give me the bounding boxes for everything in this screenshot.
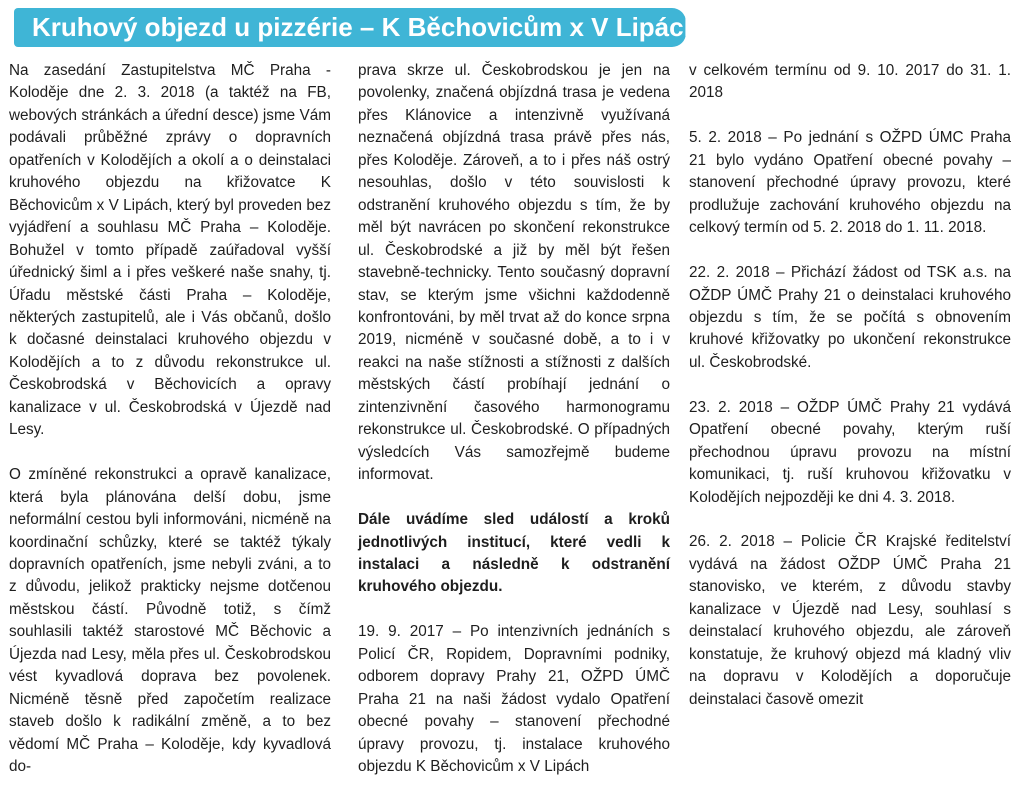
article-title: Kruhový objezd u pizzérie – K Běchovicům x V Lipách	[14, 8, 686, 47]
paragraph: 22. 2. 2018 – Přichází žádost od TSK a.s. na OŽDP ÚMČ Prahy 21 o deinstalaci kruhového objezdu s tím, že se počítá s obnovením kruhové křižovatky po ukončení rekonstrukce ul. Českobrodské.	[689, 264, 1011, 371]
article-column-3	[689, 60, 1011, 734]
paragraph: 23. 2. 2018 – OŽDP ÚMČ Prahy 21 vydává Opatření obecné povahy, kterým ruší přechodnou úpravu provozu na místní komunikaci, tj. ruší kruhovou křižovatku v Kolodějích nejpozději ke dni 4. 3. 2018.	[689, 398, 1011, 506]
paragraph: 26. 2. 2018 – Policie ČR Krajské ředitelství vydává na žádost OŽDP ÚMČ Praha 21 stanovisko, ve kterém, z důvodu stavby kanalizace v Újezdě nad Lesy, souhlasí s deinstalací kruhového objezdu, ale zároveň konstatuje, že kruhový objezd má kladný vliv na dopravu v Kolodějích a doporučuje deinstalaci časově omezit	[689, 533, 1011, 708]
paragraph: 19. 9. 2017 – Po intenzivních jednáních s Policí ČR, Ropidem, Dopravními podniky, odborem dopravy Prahy 21, OŽPD ÚMČ Praha 21 na naši žádost vydalo Opatření obecné povahy – stanovení přechodné úpravy provozu, tj. instalace kruhového objezdu K Běchovicům x V Lipách	[358, 623, 670, 776]
paragraph: prava skrze ul. Českobrodskou je jen na povolenky, značená objízdná trasa je vedena přes Klánovice a intenzivně využívaná neznačená objízdná trasa právě přes nás, přes Koloděje. Zároveň, a to i přes náš ostrý nesouhlas, došlo v této souvislosti k odstranění kruhového objezdu s tím, že by měl být navrácen po skončení rekonstrukce ul. Českobrodské a již by měl být řešen stavebně-technicky. Tento současný dopravní stav, se kterým jsme všichni každodenně konfrontováni, by měl trvat až do konce srpna 2019, nicméně v současné době, a to i v reakci na naše stížnosti a stížnosti z dalších městských částí probíhají jednání o zintenzivnění časového harmonogramu rekonstrukce ul. Českobrodské. O případných výsledcích Vás samozřejmě budeme informovat.	[358, 62, 670, 484]
article-column-1	[9, 60, 331, 801]
paragraph: 5. 2. 2018 – Po jednání s OŽPD ÚMC Praha 21 bylo vydáno Opatření obecné povahy – stanovení přechodné úpravy provozu, které prodlužuje zachování kruhového objezdu na celkový termín od 5. 2. 2018 do 1. 11. 2018.	[689, 129, 1011, 237]
article-column-2	[358, 60, 670, 801]
bold-paragraph: Dále uvádíme sled událostí a kroků jednotlivých institucí, které vedli k instalaci a následně k odstranění kruhového objezdu.	[358, 511, 670, 596]
paragraph: Na zasedání Zastupitelstva MČ Praha - Koloděje dne 2. 3. 2018 (a taktéž na FB, webových stránkách a úřední desce) jsme Vám podávali průběžné zprávy o dopravních opatřeních v Kolodějích a okolí a o deinstalaci kruhového objezdu na křižovatce K Běchovicům x V Lipách, který byl proveden bez vyjádření a souhlasu MČ Praha – Koloděje. Bohužel v tomto případě zaúřadoval vyšší úřednický šiml a i přes veškeré naše snahy, tj. Úřadu městské části Praha – Koloděje, některých zastupitelů, ale i Vás občanů, došlo k dočasné deinstalaci kruhového objezdu v Kolodějích a to z důvodu rekonstrukce ul. Českobrodská v Běchovicích a opravy kanalizace v ul. Českobrodská v Újezdě nad Lesy.	[9, 62, 331, 439]
paragraph: v celkovém termínu od 9. 10. 2017 do 31. 1. 2018	[689, 62, 1011, 102]
paragraph: O zmíněné rekonstrukci a opravě kanalizace, která byla plánována delší dobu, jsme neformální cestou byli informováni, nicméně na koordinační schůzky, které se taktéž týkaly dopravních opatřeních, jsme nebyli zváni, a to z důvodu, jelikož prakticky nejsme dotčenou městskou částí. Původně totiž, s čímž souhlasili taktéž starostové MČ Běchovic a Újezda nad Lesy, měla přes ul. Českobrodskou vést kyvadlová doprava bez povolenek. Nicméně těsně před započetím realizace staveb došlo k radikální změně, a to bez vědomí MČ Praha – Koloděje, kdy kyvadlová do-	[9, 466, 331, 776]
